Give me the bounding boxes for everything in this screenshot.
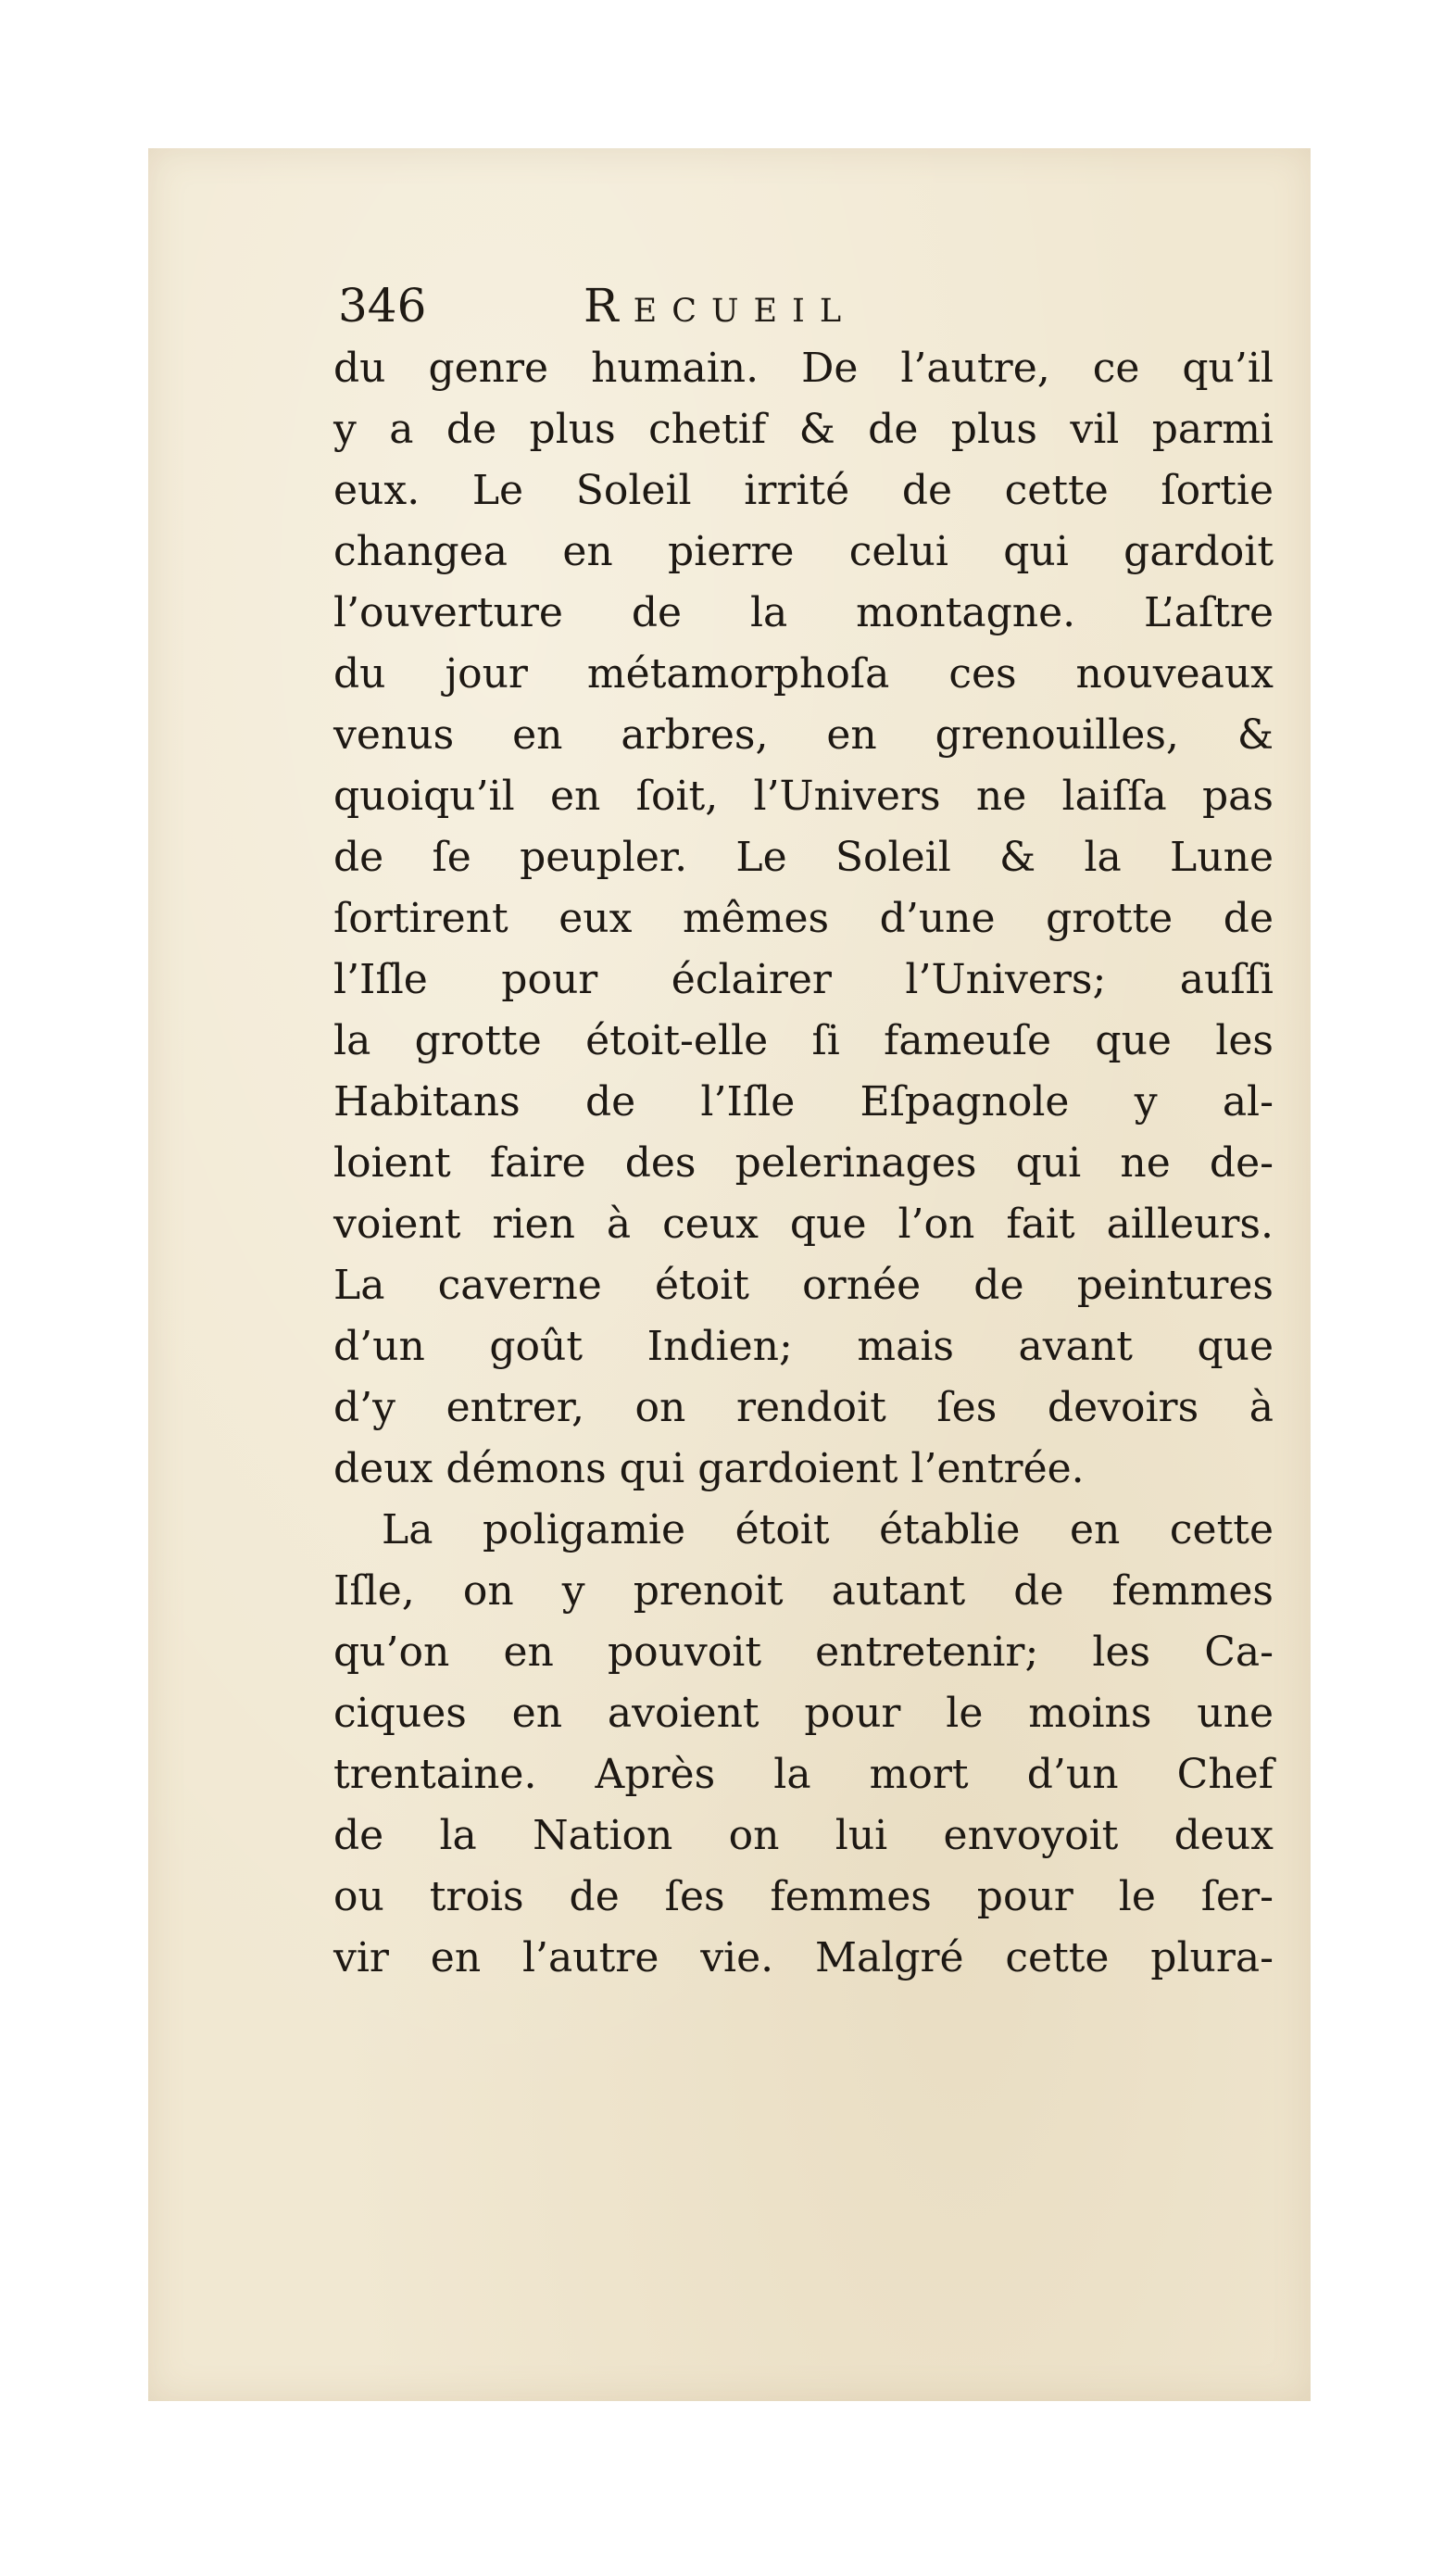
text-line: de la Nation on lui envoyoit deux: [333, 1812, 1274, 1859]
text-line: Iſle, on y prenoit autant de femmes: [333, 1567, 1274, 1615]
text-line: ou trois de ſes femmes pour le ſer-: [333, 1873, 1274, 1920]
text-line: La caverne étoit ornée de peintures: [333, 1262, 1274, 1309]
text-line: d’y entrer, on rendoit ſes devoirs à: [333, 1384, 1274, 1431]
text-line: ſortirent eux mêmes d’une grotte de: [333, 895, 1274, 942]
text-line: Habitans de l’Iſle Eſpagnole y al-: [333, 1078, 1274, 1126]
text-line: de ſe peupler. Le Soleil & la Lune: [333, 834, 1274, 881]
text-line: quoiqu’il en ſoit, l’Univers ne laiſſa pas: [333, 773, 1274, 820]
running-head: Recueil: [584, 279, 857, 333]
text-line: deux démons qui gardoient l’entrée.: [333, 1445, 1085, 1492]
text-line: y a de plus chetif & de plus vil parmi: [333, 406, 1274, 453]
page-header: [338, 276, 1274, 332]
text-line: loient faire des pelerinages qui ne de-: [333, 1139, 1274, 1187]
text-line: du genre humain. De l’autre, ce qu’il: [333, 345, 1274, 392]
text-line: du jour métamorphoſa ces nouveaux: [333, 650, 1274, 698]
text-line: changea en pierre celui qui gardoit: [333, 528, 1274, 575]
page-number: 346: [338, 279, 427, 333]
text-line: La poligamie étoit établie en cette: [382, 1506, 1274, 1553]
text-line: trentaine. Après la mort d’un Chef: [333, 1751, 1274, 1798]
text-line: qu’on en pouvoit entretenir; les Ca-: [333, 1629, 1274, 1676]
text-line: voient rien à ceux que l’on fait ailleurs.: [333, 1201, 1274, 1248]
text-line: venus en arbres, en grenouilles, &: [333, 711, 1274, 759]
text-line: vir en l’autre vie. Malgré cette plura-: [333, 1934, 1274, 1981]
text-line: ciques en avoient pour le moins une: [333, 1690, 1274, 1737]
text-line: d’un goût Indien; mais avant que: [333, 1323, 1274, 1370]
text-line: l’Iſle pour éclairer l’Univers; auſſi: [333, 956, 1274, 1003]
text-line: la grotte étoit-elle ſi fameuſe que les: [333, 1017, 1274, 1064]
text-line: l’ouverture de la montagne. L’aſtre: [333, 589, 1274, 636]
body-text: [333, 338, 1274, 1989]
text-line: eux. Le Soleil irrité de cette ſortie: [333, 467, 1274, 514]
